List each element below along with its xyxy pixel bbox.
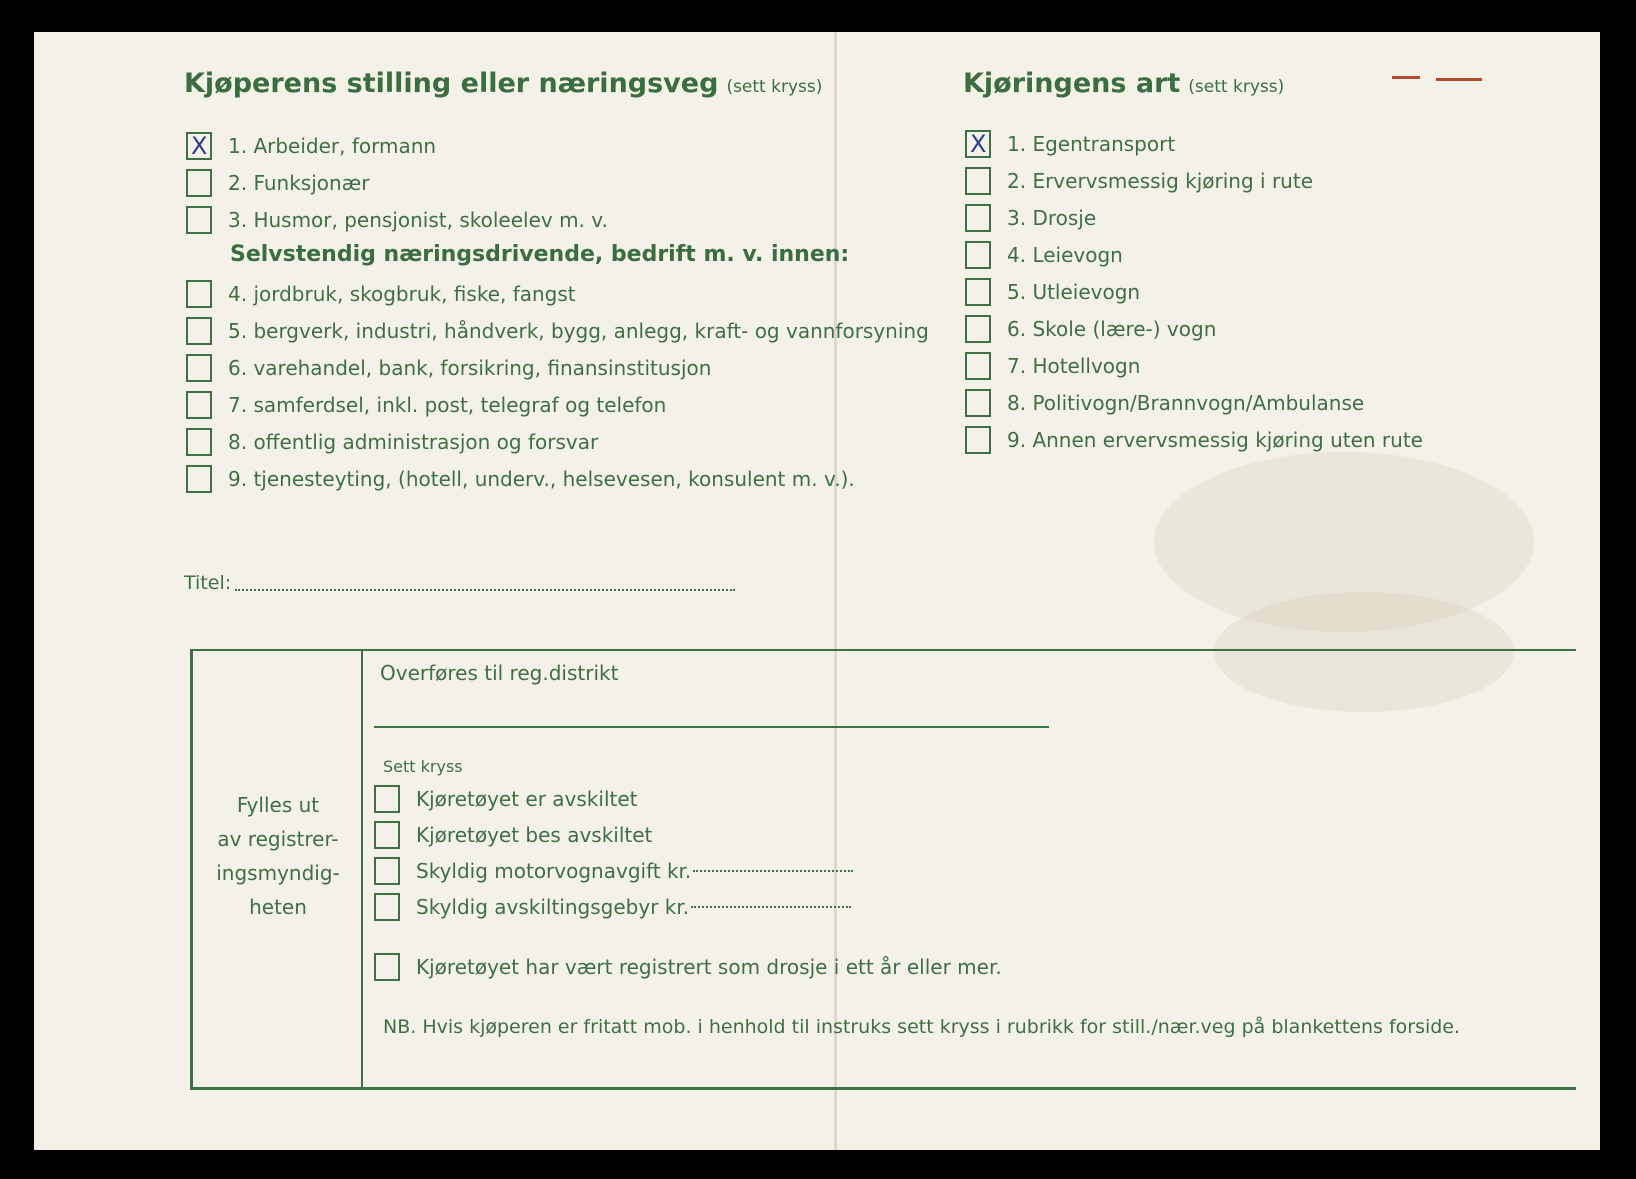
naering-label-7: 7. samferdsel, inkl. post, telegraf og telefon <box>228 393 667 417</box>
naering-label-4: 4. jordbruk, skogbruk, fiske, fangst <box>228 282 576 306</box>
kjoring-label-5: 5. Utleievogn <box>1007 280 1141 304</box>
kjoring-label-1: 1. Egentransport <box>1007 132 1176 156</box>
authority-checkbox-4[interactable] <box>374 893 400 921</box>
naering-checkbox-4[interactable] <box>186 280 212 308</box>
kjoring-checkbox-7[interactable] <box>965 352 991 380</box>
kjoring-checkbox-6[interactable] <box>965 315 991 343</box>
kjoring-checkbox-9[interactable] <box>965 426 991 454</box>
motorvognavgift-dotted-line[interactable] <box>693 870 853 872</box>
avskiltingsgebyr-dotted-line[interactable] <box>691 906 851 908</box>
left-heading-text: Kjøperens stilling eller næringsveg <box>184 68 719 99</box>
authority-side-panel <box>193 651 363 1087</box>
kjoring-option-3[interactable] <box>965 200 1096 236</box>
drosje-label: Kjøretøyet har vært registrert som drosje i ett år eller mer. <box>416 955 1002 979</box>
kjoring-checkbox-3[interactable] <box>965 204 991 232</box>
kjoring-option-8[interactable] <box>965 385 1364 421</box>
side-label-line-3: ingsmyndig- <box>216 861 340 885</box>
naering-checkbox-5[interactable] <box>186 317 212 345</box>
authority-checkbox-2[interactable] <box>374 821 400 849</box>
kjoring-option-9[interactable] <box>965 422 1423 458</box>
nb-note: NB. Hvis kjøperen er fritatt mob. i henhold til instruks sett kryss i rubrikk for still./nær.veg på blankettens forside. <box>383 1016 1461 1038</box>
sett-kryss-label: Sett kryss <box>383 757 463 776</box>
naering-checkbox-8[interactable] <box>186 428 212 456</box>
kjoring-checkbox-5[interactable] <box>965 278 991 306</box>
drosje-option[interactable] <box>374 949 1002 985</box>
side-label-line-4: heten <box>249 895 307 919</box>
titel-field[interactable] <box>184 572 735 594</box>
authority-label-4: Skyldig avskiltingsgebyr kr. <box>416 895 690 919</box>
red-mark <box>1436 78 1482 81</box>
naering-option-4[interactable] <box>186 276 576 312</box>
kjoring-option-5[interactable] <box>965 274 1140 310</box>
authority-checkbox-1[interactable] <box>374 785 400 813</box>
naering-option-6[interactable] <box>186 350 711 386</box>
side-label-line-2: av registrer- <box>217 827 339 851</box>
titel-dotted-line[interactable] <box>235 589 735 591</box>
authority-side-label <box>193 788 363 924</box>
kjoring-checkbox-4[interactable] <box>965 241 991 269</box>
stilling-label-2: 2. Funksjonær <box>228 171 370 195</box>
red-mark <box>1392 76 1420 79</box>
authority-option-1[interactable] <box>374 781 638 817</box>
kjoring-label-6: 6. Skole (lære-) vogn <box>1007 317 1217 341</box>
stilling-checkbox-3[interactable] <box>186 206 212 234</box>
naering-checkbox-9[interactable] <box>186 465 212 493</box>
kjoring-option-7[interactable] <box>965 348 1140 384</box>
transfer-district-line[interactable] <box>374 726 1049 728</box>
naering-option-5[interactable] <box>186 313 929 349</box>
kjoring-label-4: 4. Leievogn <box>1007 243 1123 267</box>
kjoring-option-4[interactable] <box>965 237 1123 273</box>
stilling-label-3: 3. Husmor, pensjonist, skoleelev m. v. <box>228 208 608 232</box>
naering-checkbox-6[interactable] <box>186 354 212 382</box>
naering-label-8: 8. offentlig administrasjon og forsvar <box>228 430 599 454</box>
kjoring-label-8: 8. Politivogn/Brannvogn/Ambulanse <box>1007 391 1365 415</box>
authority-option-4[interactable] <box>374 889 851 925</box>
right-heading-text: Kjøringens art <box>963 68 1181 99</box>
kjoring-option-2[interactable] <box>965 163 1313 199</box>
naering-checkbox-7[interactable] <box>186 391 212 419</box>
left-heading <box>184 68 822 99</box>
form-page <box>34 32 1600 1150</box>
authority-checkbox-3[interactable] <box>374 857 400 885</box>
naering-label-9: 9. tjenesteyting, (hotell, underv., helsevesen, konsulent m. v.). <box>228 467 855 491</box>
naering-label-5: 5. bergverk, industri, håndverk, bygg, anlegg, kraft- og vannforsyning <box>228 319 929 343</box>
right-heading-note: (sett kryss) <box>1188 77 1285 97</box>
naering-label-6: 6. varehandel, bank, forsikring, finansinstitusjon <box>228 356 712 380</box>
kjoring-label-3: 3. Drosje <box>1007 206 1097 230</box>
titel-label: Titel: <box>184 572 232 594</box>
selvstendig-subheading: Selvstendig næringsdrivende, bedrift m. v. innen: <box>230 242 850 267</box>
stilling-option-1[interactable] <box>186 128 436 164</box>
kjoring-label-2: 2. Ervervsmessig kjøring i rute <box>1007 169 1313 193</box>
drosje-checkbox[interactable] <box>374 953 400 981</box>
naering-option-8[interactable] <box>186 424 598 460</box>
authority-box <box>190 649 1576 1090</box>
kjoring-checkbox-1[interactable] <box>965 130 991 158</box>
stilling-checkbox-1[interactable] <box>186 132 212 160</box>
kjoring-checkbox-2[interactable] <box>965 167 991 195</box>
naering-option-9[interactable] <box>186 461 855 497</box>
kjoring-checkbox-8[interactable] <box>965 389 991 417</box>
authority-option-3[interactable] <box>374 853 853 889</box>
transfer-label: Overføres til reg.distrikt <box>380 661 619 685</box>
kjoring-option-1[interactable] <box>965 126 1175 162</box>
authority-label-2: Kjøretøyet bes avskiltet <box>416 823 653 847</box>
kjoring-label-9: 9. Annen ervervsmessig kjøring uten rute <box>1007 428 1423 452</box>
authority-label-1: Kjøretøyet er avskiltet <box>416 787 638 811</box>
right-heading <box>963 68 1284 99</box>
stilling-option-2[interactable] <box>186 165 370 201</box>
stilling-label-1: 1. Arbeider, formann <box>228 134 437 158</box>
side-label-line-1: Fylles ut <box>236 793 320 817</box>
stilling-option-3[interactable] <box>186 202 608 238</box>
kjoring-label-7: 7. Hotellvogn <box>1007 354 1141 378</box>
stilling-checkbox-2[interactable] <box>186 169 212 197</box>
authority-option-2[interactable] <box>374 817 652 853</box>
left-heading-note: (sett kryss) <box>726 77 823 97</box>
naering-option-7[interactable] <box>186 387 666 423</box>
kjoring-option-6[interactable] <box>965 311 1216 347</box>
authority-label-3: Skyldig motorvognavgift kr. <box>416 859 692 883</box>
